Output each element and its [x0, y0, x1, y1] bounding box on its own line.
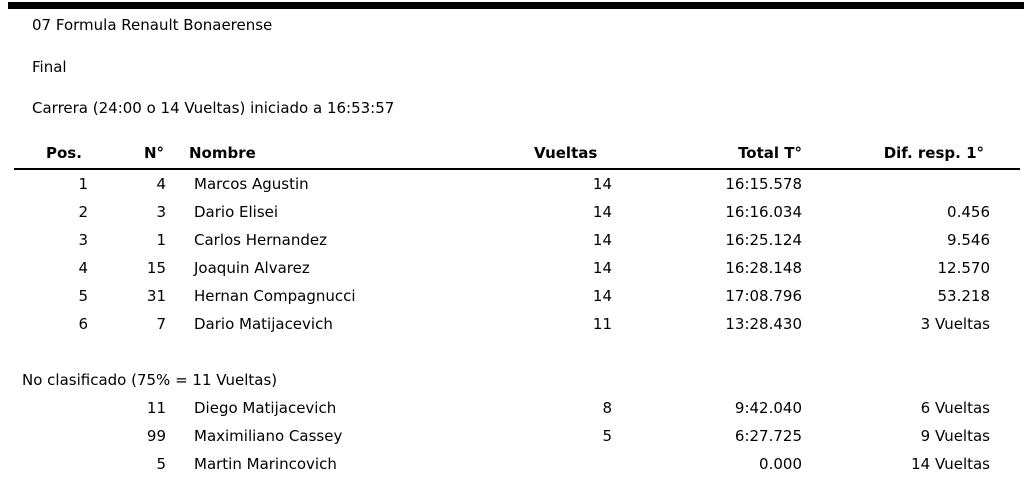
- row-laps: 14: [592, 287, 612, 305]
- table-row: [0, 255, 1024, 283]
- row-diff: 9 Vueltas: [920, 427, 990, 445]
- row-name: Carlos Hernandez: [194, 231, 328, 249]
- row-laps: 14: [592, 175, 612, 193]
- row-total: 13:28.430: [725, 315, 802, 333]
- row-diff: 6 Vueltas: [920, 399, 990, 417]
- row-total: 0.000: [759, 455, 802, 473]
- row-pos: 6: [78, 315, 88, 333]
- row-num: 4: [156, 175, 166, 193]
- row-name: Diego Matijacevich: [194, 399, 337, 417]
- race-info: Carrera (24:00 o 14 Vueltas) iniciado a 16:53:57: [32, 99, 395, 117]
- row-num: 99: [146, 427, 166, 445]
- row-name: Dario Matijacevich: [194, 315, 333, 333]
- row-diff: 9.546: [947, 231, 990, 249]
- row-laps: 14: [592, 231, 612, 249]
- table-row: [0, 451, 1024, 479]
- table-row: [0, 171, 1024, 199]
- row-pos: 1: [78, 175, 88, 193]
- row-diff: 0.456: [947, 203, 990, 221]
- row-diff: 3 Vueltas: [920, 315, 990, 333]
- table-row: [0, 199, 1024, 227]
- row-laps: 14: [592, 203, 612, 221]
- row-total: 6:27.725: [734, 427, 802, 445]
- row-pos: 3: [78, 231, 88, 249]
- table-row: [0, 227, 1024, 255]
- table-row: [0, 311, 1024, 339]
- row-num: 11: [146, 399, 166, 417]
- header-rule: [14, 168, 1020, 170]
- col-header-num: N°: [144, 144, 165, 162]
- table-row: [0, 283, 1024, 311]
- row-num: 7: [156, 315, 166, 333]
- row-laps: 11: [592, 315, 612, 333]
- col-header-name: Nombre: [189, 144, 256, 162]
- row-laps: 5: [602, 427, 612, 445]
- row-diff: 53.218: [937, 287, 990, 305]
- col-header-diff: Dif. resp. 1°: [883, 144, 984, 162]
- row-name: Hernan Compagnucci: [194, 287, 356, 305]
- row-num: 15: [146, 259, 166, 277]
- row-total: 16:25.124: [725, 231, 802, 249]
- row-laps: 8: [602, 399, 612, 417]
- not-classified-title: No clasificado (75% = 11 Vueltas): [22, 371, 278, 389]
- row-name: Joaquin Alvarez: [194, 259, 310, 277]
- row-pos: 2: [78, 203, 88, 221]
- col-header-laps: Vueltas: [534, 144, 598, 162]
- row-total: 16:28.148: [725, 259, 802, 277]
- col-header-pos: Pos.: [46, 144, 82, 162]
- class-title: 07 Formula Renault Bonaerense: [32, 16, 273, 34]
- row-diff: 12.570: [937, 259, 990, 277]
- row-total: 9:42.040: [734, 399, 802, 417]
- row-total: 16:15.578: [725, 175, 802, 193]
- row-name: Dario Elisei: [194, 203, 279, 221]
- row-num: 1: [156, 231, 166, 249]
- row-laps: 14: [592, 259, 612, 277]
- row-pos: 5: [78, 287, 88, 305]
- row-diff: 14 Vueltas: [911, 455, 990, 473]
- row-num: 3: [156, 203, 166, 221]
- row-name: Marcos Agustin: [194, 175, 309, 193]
- table-row: [0, 423, 1024, 451]
- row-total: 17:08.796: [725, 287, 802, 305]
- row-name: Maximiliano Cassey: [194, 427, 343, 445]
- row-num: 31: [146, 287, 166, 305]
- row-name: Martin Marincovich: [194, 455, 337, 473]
- row-total: 16:16.034: [725, 203, 802, 221]
- session-title: Final: [32, 58, 67, 76]
- col-header-total: Total T°: [738, 144, 802, 162]
- row-pos: 4: [78, 259, 88, 277]
- table-row: [0, 395, 1024, 423]
- top-rule: [8, 2, 1024, 9]
- row-num: 5: [156, 455, 166, 473]
